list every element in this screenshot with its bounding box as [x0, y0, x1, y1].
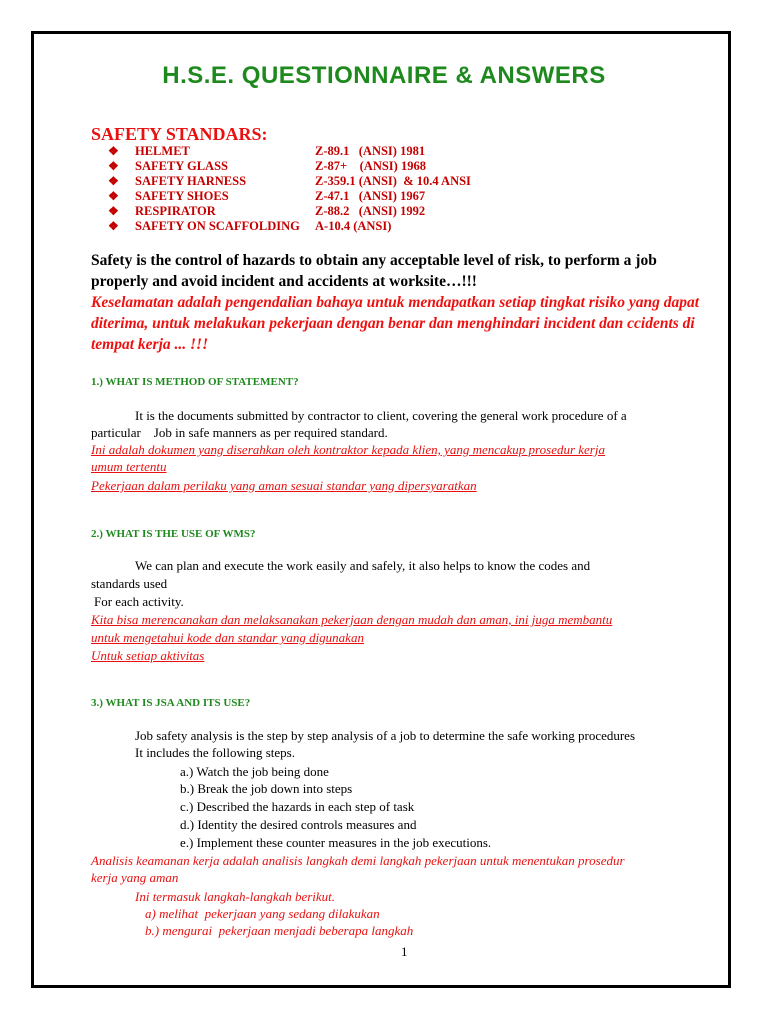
answer-2-id-line2: untuk mengetahui kode dan standar yang digunakan: [91, 630, 364, 645]
answer-2-en-line1: We can plan and execute the work easily and safely, it also helps to know the codes and: [135, 558, 591, 573]
answer-2-id-line1: Kita bisa merencanakan dan melaksanakan pekerjaan dengan mudah dan aman, ini juga membantu: [91, 612, 613, 627]
list-item: [108, 189, 471, 204]
diamond-bullet-icon: ❖: [108, 144, 119, 158]
answer-3-step-b: b.) Break the job down into steps: [180, 781, 353, 796]
answer-3-en-line1: Job safety analysis is the step by step analysis of a job to determine the safe working procedures: [135, 728, 636, 743]
standard-name: SAFETY ON SCAFFOLDING: [135, 219, 300, 233]
question-1: 1.) WHAT IS METHOD OF STATEMENT?: [91, 376, 299, 388]
answer-3-id-line2: kerja yang aman: [91, 870, 179, 885]
answer-3-step-a: a.) Watch the job being done: [180, 764, 329, 779]
answer-1-en-line1: It is the documents submitted by contractor to client, covering the general work procedure of a: [135, 408, 627, 423]
answer-3-id-line3: Ini termasuk langkah-langkah berikut.: [135, 889, 336, 904]
diamond-bullet-icon: ❖: [108, 159, 119, 173]
standard-code: Z-359.1 (ANSI) & 10.4 ANSI: [315, 174, 471, 188]
standard-name: SAFETY SHOES: [135, 189, 229, 203]
answer-3-id-step-b: b.) mengurai pekerjaan menjadi beberapa langkah: [145, 923, 414, 938]
answer-2-en-line3: For each activity.: [94, 594, 184, 609]
list-item: [108, 144, 471, 159]
answer-3-step-d: d.) Identity the desired controls measures and: [180, 817, 417, 832]
standard-name: SAFETY HARNESS: [135, 174, 247, 188]
answer-2-id-line3: Untuk setiap aktivitas: [91, 648, 205, 663]
answer-3-id-line1: Analisis keamanan kerja adalah analisis langkah demi langkah pekerjaan untuk menentukan prosedur: [91, 853, 625, 868]
standard-name: SAFETY GLASS: [135, 159, 228, 173]
answer-1-en-line2: particular Job in safe manners as per required standard.: [91, 425, 388, 440]
diamond-bullet-icon: ❖: [108, 189, 119, 203]
standard-code: Z-87+ (ANSI) 1968: [315, 159, 426, 173]
answer-3-step-e: e.) Implement these counter measures in the job executions.: [180, 835, 492, 850]
page-number: 1: [401, 944, 408, 959]
answer-1-id-line2: umum tertentu: [91, 459, 167, 474]
document-title: H.S.E. QUESTIONNAIRE & ANSWERS: [162, 62, 606, 89]
standard-code: A-10.4 (ANSI): [315, 219, 392, 233]
standards-heading: SAFETY STANDARS:: [91, 124, 268, 144]
list-item: [108, 159, 471, 174]
diamond-bullet-icon: ❖: [108, 204, 119, 218]
answer-1-id-line1: Ini adalah dokumen yang diserahkan oleh kontraktor kepada klien, yang mencakup prosedur kerja: [91, 442, 605, 457]
standard-code: Z-88.2 (ANSI) 1992: [315, 204, 426, 218]
safety-definition-en: Safety is the control of hazards to obtain any acceptable level of risk, to perform a job properly and avoid incident and accidents at worksite…!!!: [91, 252, 657, 290]
list-item: [108, 174, 471, 189]
answer-1-id-line3: Pekerjaan dalam perilaku yang aman sesuai standar yang dipersyaratkan: [91, 478, 477, 493]
standards-list: [108, 144, 471, 234]
answer-3-en-line2: It includes the following steps.: [135, 745, 295, 760]
standard-name: RESPIRATOR: [135, 204, 216, 218]
diamond-bullet-icon: ❖: [108, 219, 119, 233]
standard-code: Z-47.1 (ANSI) 1967: [315, 189, 426, 203]
diamond-bullet-icon: ❖: [108, 174, 119, 188]
list-item: [108, 204, 471, 219]
standard-name: HELMET: [135, 144, 190, 158]
list-item: [108, 219, 471, 234]
answer-2-en-line2: standards used: [91, 576, 168, 591]
safety-definition-id: Keselamatan adalah pengendalian bahaya untuk mendapatkan setiap tingkat risiko yang dapat diterima, untuk melakukan pekerjaan dengan benar dan menghindari incident dan ccidents di tempat kerja ... !!!: [91, 294, 700, 353]
answer-3-id-step-a: a) melihat pekerjaan yang sedang dilakukan: [145, 906, 380, 921]
answer-3-step-c: c.) Described the hazards in each step of task: [180, 799, 415, 814]
question-3: 3.) WHAT IS JSA AND ITS USE?: [91, 697, 251, 709]
question-2: 2.) WHAT IS THE USE OF WMS?: [91, 528, 256, 540]
standard-code: Z-89.1 (ANSI) 1981: [315, 144, 426, 158]
